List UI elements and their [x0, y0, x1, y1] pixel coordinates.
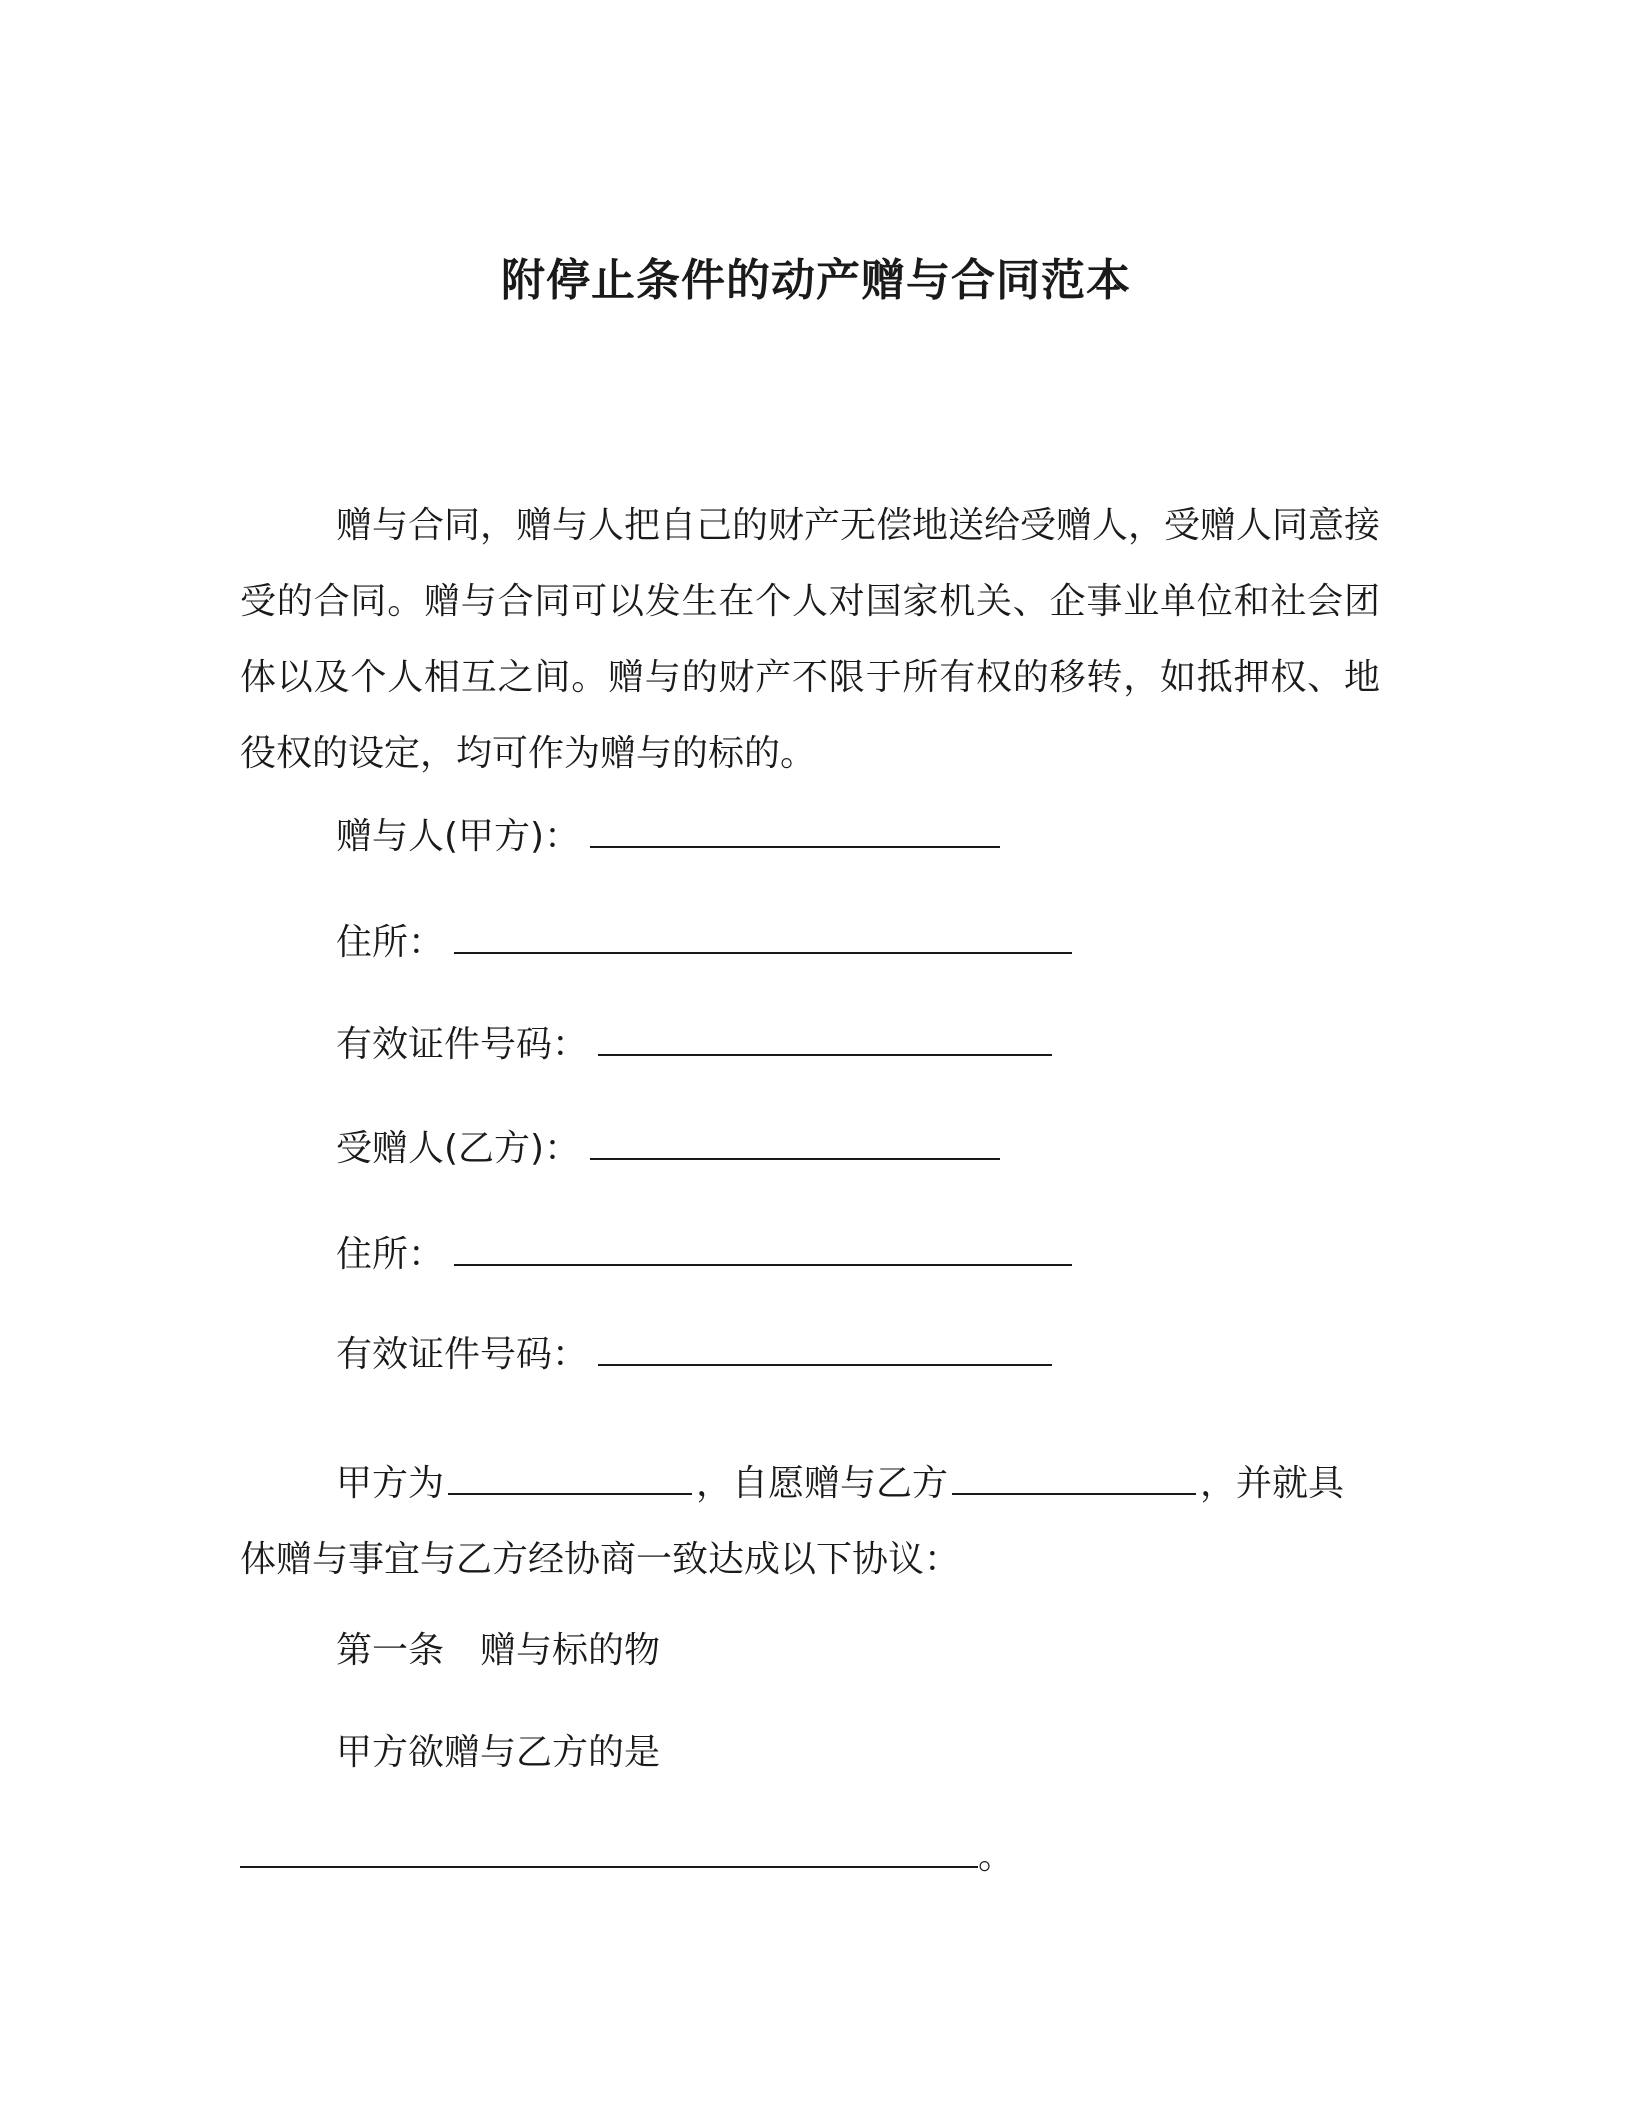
- donee-address-line: [336, 1230, 1072, 1280]
- donor-address-label: 住所：: [336, 922, 445, 963]
- donee-address-blank[interactable]: [454, 1234, 1072, 1266]
- donor-label: 赠与人(甲方)：: [336, 816, 581, 857]
- donor-name-blank[interactable]: [590, 816, 1000, 848]
- donee-id-line: [336, 1330, 1052, 1380]
- intro-paragraph: 赠与合同，赠与人把自己的财产无偿地送给受赠人，受赠人同意接受的合同。赠与合同可以发生在个人对国家机关、企事业单位和社会团体以及个人相互之间。赠与的财产不限于所有权的移转，如抵押权、地役权的设定，均可作为赠与的标的。: [240, 505, 1381, 774]
- article1-item-blank[interactable]: [240, 1836, 978, 1868]
- donee-id-blank[interactable]: [598, 1334, 1052, 1366]
- donee-name-blank[interactable]: [590, 1128, 1000, 1160]
- agreement-part3: ，并就具: [1200, 1463, 1345, 1504]
- document-title: 附停止条件的动产赠与合同范本: [501, 255, 1131, 307]
- donee-address-label: 住所：: [336, 1234, 445, 1275]
- donor-id-label: 有效证件号码：: [336, 1024, 589, 1065]
- article1-blank-line: [240, 1832, 1014, 1882]
- donor-line: [336, 812, 1000, 862]
- article1-heading: 第一条 赠与标的物: [336, 1630, 661, 1671]
- agreement-part1: 甲方为: [336, 1463, 445, 1504]
- article1-text: 甲方欲赠与乙方的是: [336, 1732, 661, 1773]
- donee-id-label: 有效证件号码：: [336, 1334, 589, 1375]
- donee-line: [336, 1124, 1000, 1174]
- agreement-first-line: [240, 1446, 1380, 1522]
- agreement-item-blank[interactable]: [952, 1463, 1196, 1495]
- donor-address-blank[interactable]: [454, 922, 1072, 954]
- agreement-part2: ，自愿赠与乙方: [696, 1463, 949, 1504]
- donor-id-blank[interactable]: [598, 1024, 1052, 1056]
- article1-end-mark: 。: [978, 1836, 1015, 1877]
- agreement-second-line: 体赠与事宜与乙方经协商一致达成以下协议：: [240, 1539, 961, 1580]
- donee-label: 受赠人(乙方)：: [336, 1128, 581, 1169]
- donor-address-line: [336, 918, 1072, 968]
- agreement-reason-blank[interactable]: [448, 1463, 692, 1495]
- donor-id-line: [336, 1020, 1052, 1070]
- agreement-paragraph: [240, 1446, 1380, 1598]
